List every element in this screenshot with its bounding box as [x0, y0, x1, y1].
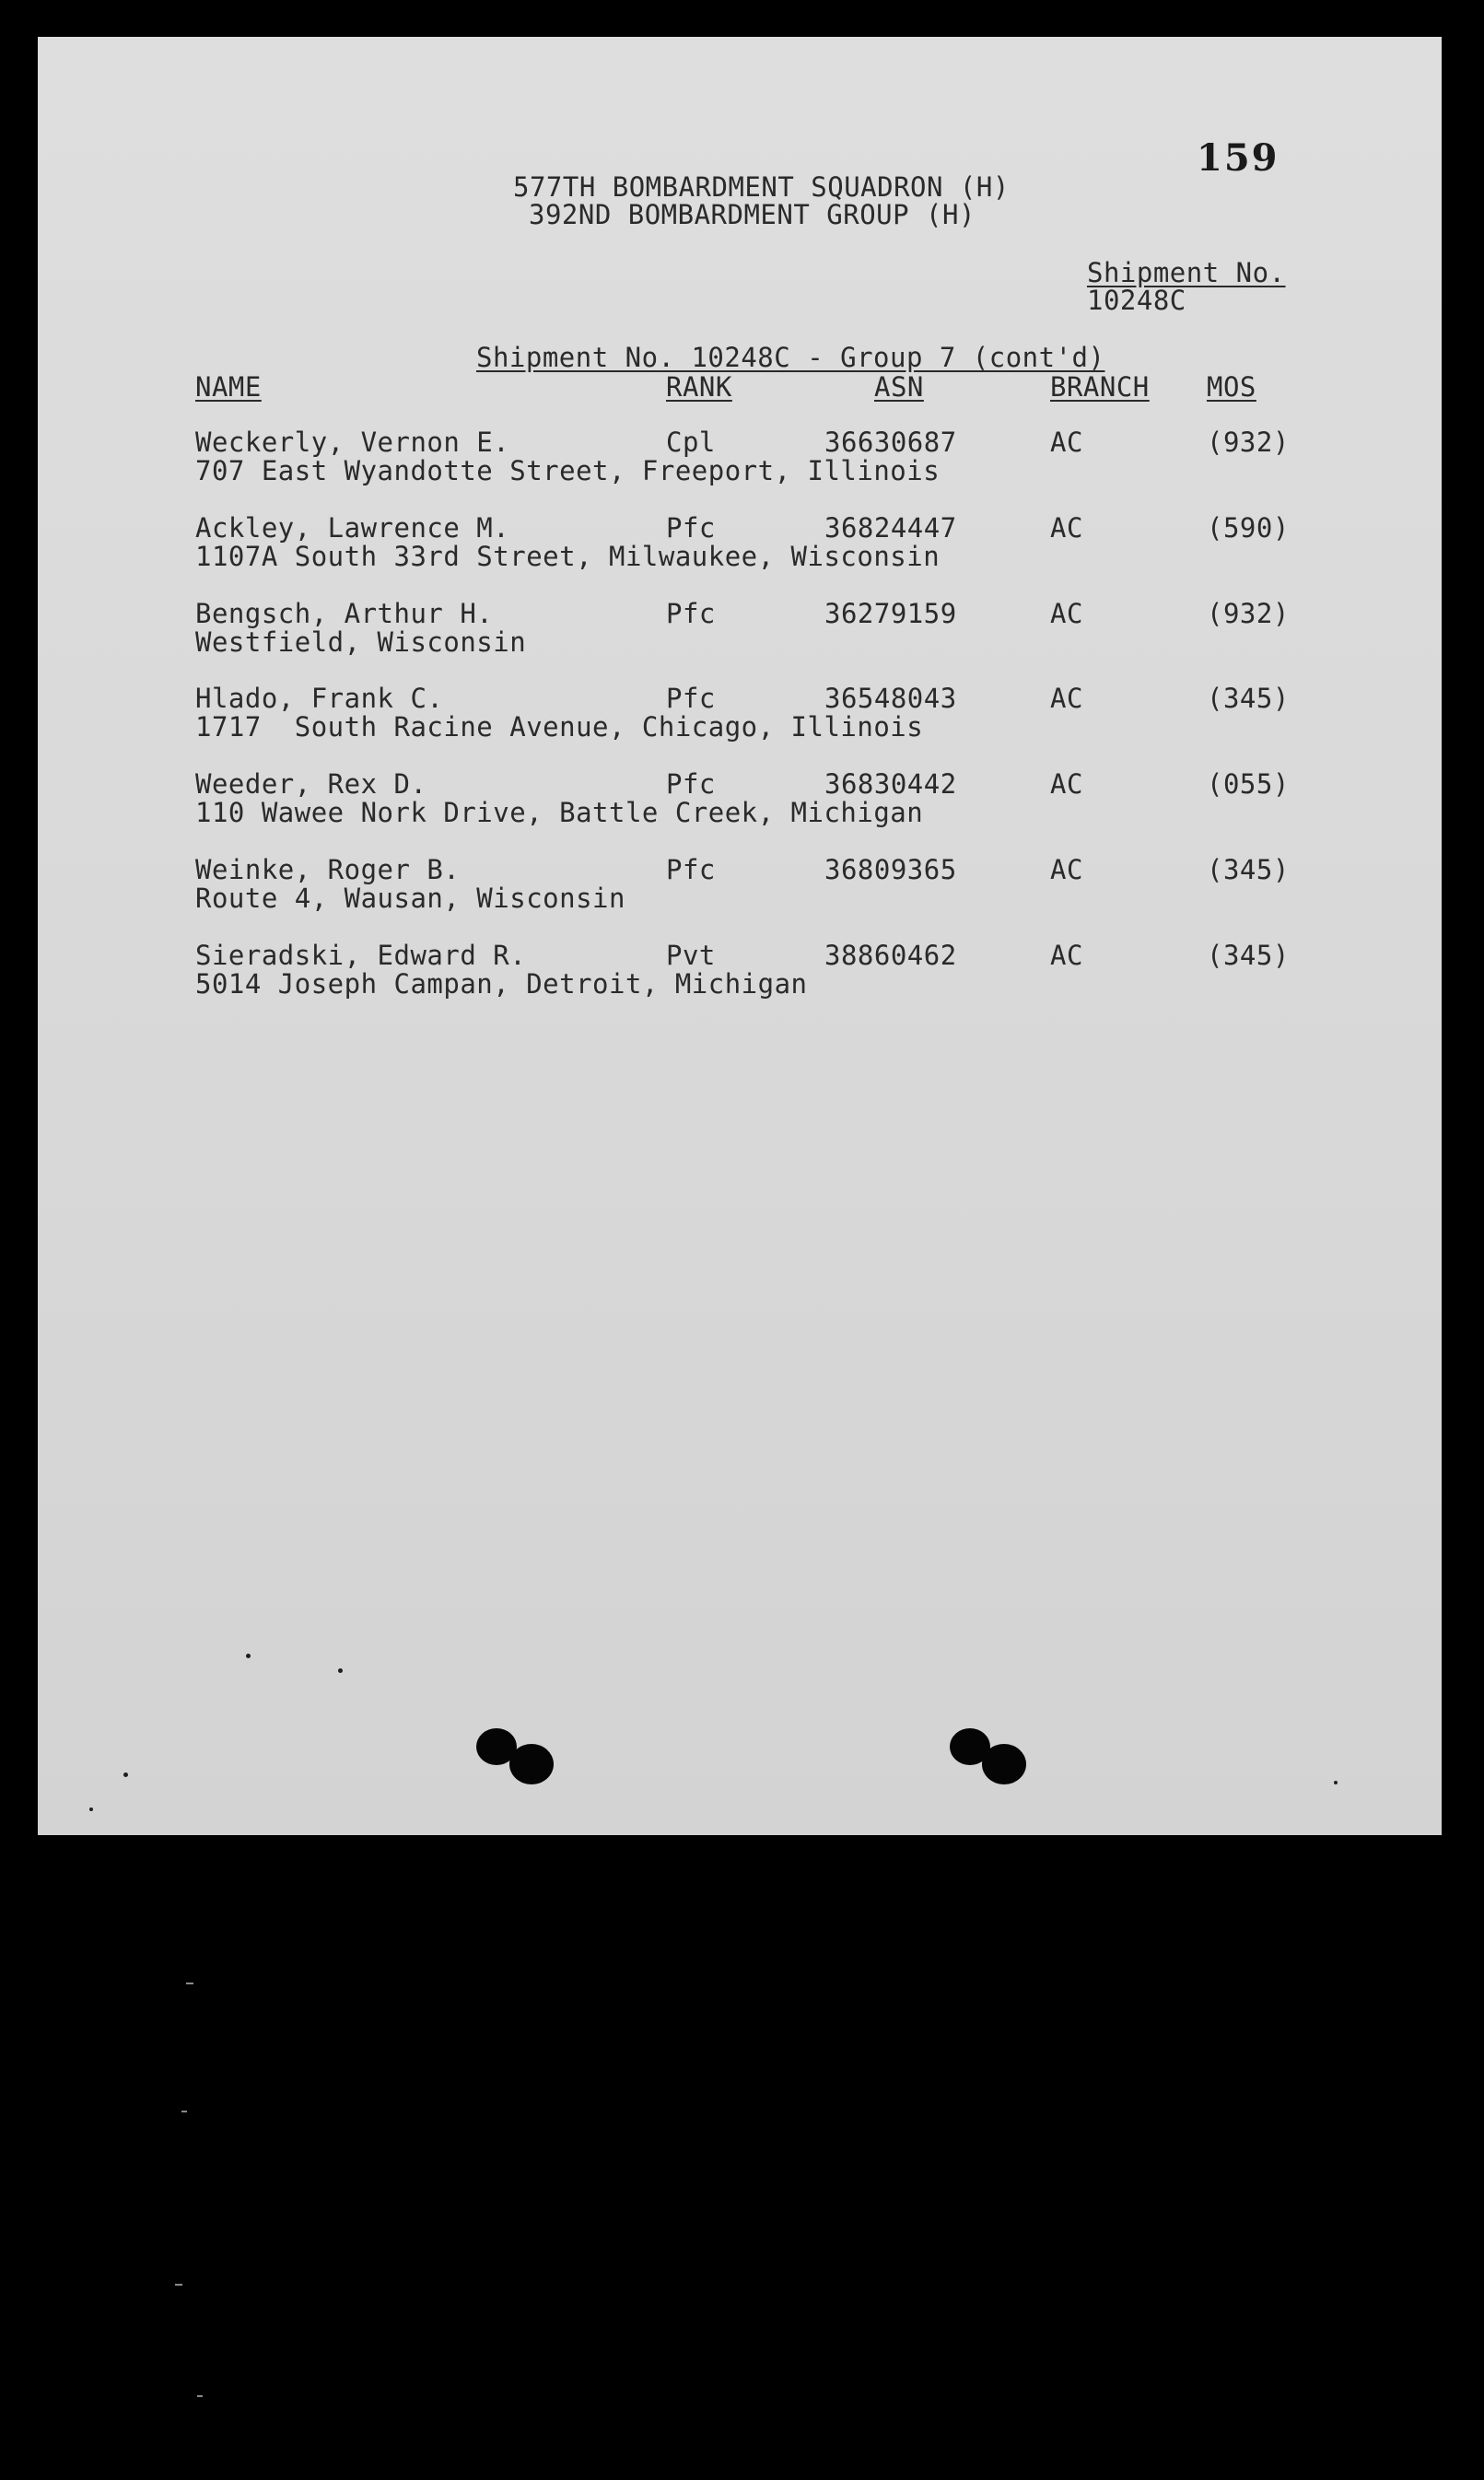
group-heading: 392ND BOMBARDMENT GROUP (H) — [529, 199, 976, 230]
soldier-rank: Pfc — [666, 598, 716, 629]
dust-speck — [123, 1772, 128, 1777]
soldier-rank: Pfc — [666, 512, 716, 544]
punch-hole-right-shadow — [982, 1744, 1026, 1784]
soldier-mos: (345) — [1207, 854, 1290, 885]
dust-speck — [338, 1668, 343, 1673]
scan-mark — [175, 2284, 182, 2286]
soldier-branch: AC — [1050, 598, 1083, 629]
column-header-mos: MOS — [1207, 371, 1256, 403]
soldier-rank: Pvt — [666, 940, 716, 971]
soldier-name: Ackley, Lawrence M. — [195, 512, 510, 544]
soldier-name: Weeder, Rex D. — [195, 768, 427, 800]
soldier-name: Weinke, Roger B. — [195, 854, 461, 885]
dust-speck — [246, 1654, 251, 1658]
shipment-number: 10248C — [1087, 285, 1186, 316]
soldier-mos: (932) — [1207, 598, 1290, 629]
soldier-mos: (345) — [1207, 940, 1290, 971]
soldier-address: 5014 Joseph Campan, Detroit, Michigan — [195, 968, 808, 1000]
scan-mark — [197, 2395, 203, 2397]
soldier-rank: Pfc — [666, 683, 716, 714]
dust-speck — [1334, 1781, 1338, 1784]
soldier-branch: AC — [1050, 683, 1083, 714]
soldier-asn: 36830442 — [824, 768, 957, 800]
soldier-asn: 36279159 — [824, 598, 957, 629]
soldier-branch: AC — [1050, 768, 1083, 800]
punch-hole-left-shadow — [509, 1744, 554, 1784]
soldier-name: Weckerly, Vernon E. — [195, 427, 510, 458]
soldier-branch: AC — [1050, 940, 1083, 971]
shipment-label: Shipment No. — [1087, 257, 1286, 288]
soldier-asn: 36809365 — [824, 854, 957, 885]
dust-speck — [89, 1807, 93, 1811]
page-number: 159 — [1197, 136, 1280, 180]
column-header-name: NAME — [195, 371, 262, 403]
soldier-address: 1107A South 33rd Street, Milwaukee, Wisconsin — [195, 541, 941, 572]
soldier-mos: (932) — [1207, 427, 1290, 458]
soldier-name: Hlado, Frank C. — [195, 683, 444, 714]
soldier-mos: (055) — [1207, 768, 1290, 800]
soldier-address: 110 Wawee Nork Drive, Battle Creek, Michigan — [195, 797, 924, 828]
soldier-branch: AC — [1050, 854, 1083, 885]
soldier-mos: (590) — [1207, 512, 1290, 544]
soldier-branch: AC — [1050, 512, 1083, 544]
soldier-mos: (345) — [1207, 683, 1290, 714]
column-header-asn: ASN — [874, 371, 924, 403]
soldier-rank: Cpl — [666, 427, 716, 458]
document-page — [38, 37, 1442, 1835]
column-header-rank: RANK — [666, 371, 732, 403]
soldier-address: Westfield, Wisconsin — [195, 626, 527, 658]
soldier-asn: 36824447 — [824, 512, 957, 544]
table-title: Shipment No. 10248C - Group 7 (cont'd) — [476, 342, 1105, 373]
soldier-branch: AC — [1050, 427, 1083, 458]
soldier-address: 707 East Wyandotte Street, Freeport, Illinois — [195, 455, 941, 486]
squadron-heading: 577TH BOMBARDMENT SQUADRON (H) — [513, 171, 1010, 203]
soldier-rank: Pfc — [666, 854, 716, 885]
scan-mark — [186, 1983, 193, 1984]
scan-mark — [181, 2111, 187, 2112]
soldier-asn: 36630687 — [824, 427, 957, 458]
soldier-address: Route 4, Wausan, Wisconsin — [195, 883, 625, 914]
soldier-name: Bengsch, Arthur H. — [195, 598, 494, 629]
soldier-asn: 36548043 — [824, 683, 957, 714]
soldier-rank: Pfc — [666, 768, 716, 800]
soldier-address: 1717 South Racine Avenue, Chicago, Illinois — [195, 711, 924, 743]
soldier-name: Sieradski, Edward R. — [195, 940, 527, 971]
soldier-asn: 38860462 — [824, 940, 957, 971]
column-header-branch: BRANCH — [1050, 371, 1150, 403]
